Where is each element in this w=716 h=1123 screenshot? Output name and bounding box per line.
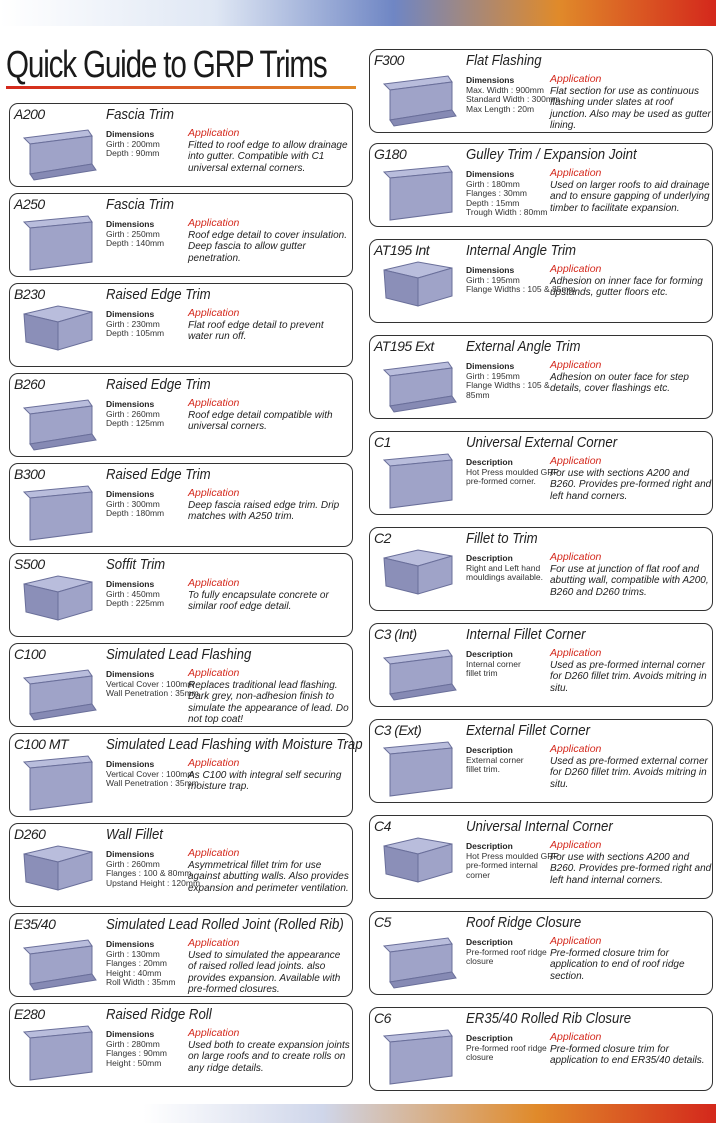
spec-line: Right and Left hand — [466, 562, 541, 573]
spec-block — [466, 842, 559, 880]
application-text: For use with sections A200 and B260. Provides pre-formed right and left hand corners. — [550, 467, 712, 502]
spec-label: Dimensions — [106, 129, 155, 139]
application-label: Application — [550, 455, 602, 467]
trim-name: Raised Edge Trim — [106, 466, 211, 483]
application-label: Application — [188, 757, 240, 769]
spec-line: Standard Width : 300mm — [466, 94, 561, 104]
spec-label: Dimensions — [106, 399, 155, 409]
spec-block — [106, 670, 199, 699]
spec-line: External corner — [466, 754, 524, 765]
trim-name: Simulated Lead Flashing with Moisture Trap — [106, 736, 363, 753]
spec-label: Dimensions — [106, 1029, 155, 1039]
spec-label: Dimensions — [466, 75, 515, 85]
application-label: Application — [188, 847, 240, 859]
application-text: Deep fascia raised edge trim. Drip matches with A250 trim. — [188, 499, 340, 522]
trim-code: E35/40 — [14, 916, 56, 932]
top-gradient-bar — [0, 0, 716, 26]
application-block — [188, 1028, 350, 1074]
spec-block — [106, 940, 175, 988]
spec-block — [106, 490, 164, 519]
application-label: Application — [550, 647, 602, 659]
application-block — [188, 668, 350, 726]
spec-line: Hot Press moulded GRP — [466, 850, 560, 861]
spec-line: Depth : 180mm — [106, 508, 165, 518]
trim-name: Raised Edge Trim — [106, 376, 211, 393]
spec-line: Girth : 280mm — [106, 1038, 160, 1049]
trim-card-at195-int — [369, 239, 713, 323]
application-label: Application — [550, 263, 602, 275]
spec-line: closure — [466, 956, 494, 966]
trim-name: External Fillet Corner — [466, 722, 590, 739]
spec-line: Girth : 300mm — [106, 498, 160, 509]
trim-code: F300 — [374, 52, 404, 68]
spec-line: Flange Widths : 105 & — [466, 380, 550, 390]
spec-line: Girth : 195mm — [466, 274, 520, 285]
spec-line: Roll Width : 35mm — [106, 977, 176, 987]
application-text: Adhesion on outer face for step details, cover flashings etc. — [550, 371, 689, 394]
spec-line: Pre-formed roof ridge — [466, 946, 547, 957]
application-block — [550, 648, 712, 694]
spec-line: Hot Press moulded GRP — [466, 466, 560, 477]
application-label: Application — [550, 935, 602, 947]
spec-line: Girth : 260mm — [106, 408, 160, 419]
trim-name: Raised Edge Trim — [106, 286, 211, 303]
application-label: Application — [188, 127, 240, 139]
spec-line: Pre-formed roof ridge — [466, 1042, 547, 1053]
application-text: Flat roof edge detail to prevent water run off. — [188, 319, 324, 342]
application-text: Used both to create expansion joints on large roofs and to create rolls on any ridge details. — [188, 1039, 350, 1074]
trim-name: Internal Angle Trim — [466, 242, 577, 259]
application-label: Application — [188, 1027, 240, 1039]
trim-profile-image — [378, 740, 464, 798]
application-block — [188, 488, 350, 523]
application-block — [550, 936, 712, 982]
trim-name: Fascia Trim — [106, 196, 174, 213]
spec-line: Girth : 450mm — [106, 588, 160, 599]
application-block — [550, 74, 712, 132]
application-text: Used as pre-formed internal corner for D260 fillet trim. Avoids mitring in situ. — [550, 659, 707, 694]
spec-block — [466, 650, 521, 679]
application-text: Pre-formed closure trim for application to end of roof ridge section. — [550, 947, 685, 982]
page-title: Quick Guide to GRP Trims — [6, 44, 327, 86]
spec-line: Flanges : 100 & 80mm — [106, 868, 192, 878]
spec-label: Dimensions — [106, 219, 155, 229]
spec-line: fillet trim — [466, 668, 498, 678]
spec-label: Dimensions — [466, 265, 515, 275]
spec-label: Description — [466, 457, 513, 467]
trim-name: Flat Flashing — [466, 52, 542, 69]
trim-name: Soffit Trim — [106, 556, 166, 573]
trim-profile-image — [18, 844, 104, 902]
spec-block — [466, 554, 543, 583]
trim-code: G180 — [374, 146, 407, 162]
bottom-gradient-bar — [0, 1104, 716, 1123]
application-label: Application — [550, 743, 602, 755]
trim-card-s500 — [9, 553, 353, 637]
spec-line: Max. Width : 900mm — [466, 84, 544, 95]
application-block — [550, 552, 712, 598]
trim-card-c3-ext — [369, 719, 713, 803]
trim-card-c100 — [9, 643, 353, 727]
application-block — [550, 168, 712, 214]
application-text: To fully encapsulate concrete or similar roof edge detail. — [188, 589, 329, 612]
spec-line: Vertical Cover : 100mm — [106, 768, 195, 779]
application-block — [188, 218, 350, 264]
spec-line: Upstand Height : 120mm — [106, 877, 201, 888]
trim-name: Universal External Corner — [466, 434, 618, 451]
trim-code: A200 — [14, 106, 45, 122]
application-block — [550, 360, 712, 395]
trim-code: B230 — [14, 286, 45, 302]
trim-profile-image — [18, 304, 104, 362]
application-block — [550, 840, 712, 886]
trim-code: D260 — [14, 826, 46, 842]
application-text: As C100 with integral self securing moisture trap. — [188, 769, 342, 792]
spec-label: Dimensions — [106, 939, 155, 949]
application-block — [188, 938, 350, 996]
spec-line: closure — [466, 1052, 494, 1062]
spec-block — [466, 76, 560, 114]
application-label: Application — [550, 551, 602, 563]
trim-profile-image — [18, 1024, 104, 1082]
application-block — [188, 308, 350, 343]
spec-block — [466, 458, 559, 487]
trim-profile-image — [378, 260, 464, 318]
spec-block — [106, 400, 164, 429]
trim-card-f300 — [369, 49, 713, 133]
trim-name: Simulated Lead Flashing — [106, 646, 252, 663]
trim-profile-image — [18, 394, 104, 452]
application-label: Application — [188, 937, 240, 949]
application-text: Roof edge detail to cover insulation. Deep fascia to allow gutter penetration. — [188, 229, 347, 264]
trim-profile-image — [18, 754, 104, 812]
trim-code: B260 — [14, 376, 45, 392]
spec-block — [466, 938, 547, 967]
trim-name: Simulated Lead Rolled Joint (Rolled Rib) — [106, 916, 344, 933]
spec-line: Girth : 260mm — [106, 858, 160, 869]
trim-code: AT195 Int — [374, 242, 430, 258]
trim-name: Universal Internal Corner — [466, 818, 613, 835]
trim-card-a250 — [9, 193, 353, 277]
application-text: Fitted to roof edge to allow drainage into gutter. Compatible with C1 universal external corners. — [188, 139, 348, 174]
trim-profile-image — [378, 836, 464, 894]
application-text: Used to simulated the appearance of raised rolled lead joints. also provides expansion. Available with pre-formed closures. — [188, 949, 341, 995]
spec-line: mouldings available. — [466, 572, 544, 582]
trim-profile-image — [18, 214, 104, 272]
trim-profile-image — [378, 644, 464, 702]
trim-profile-image — [18, 124, 104, 182]
spec-line: Height : 50mm — [106, 1057, 162, 1068]
spec-line: Girth : 200mm — [106, 138, 160, 149]
spec-block — [466, 170, 547, 218]
spec-label: Description — [466, 745, 513, 755]
spec-line: Depth : 125mm — [106, 418, 165, 428]
spec-label: Dimensions — [106, 579, 155, 589]
spec-block — [466, 362, 550, 400]
spec-line: Depth : 105mm — [106, 328, 165, 338]
spec-block — [106, 850, 200, 888]
spec-label: Dimensions — [106, 309, 155, 319]
trim-code: C100 — [14, 646, 46, 662]
application-label: Application — [550, 359, 602, 371]
spec-line: Girth : 180mm — [466, 178, 520, 189]
spec-line: Max Length : 20m — [466, 103, 535, 114]
application-block — [550, 264, 712, 299]
trim-code: C4 — [374, 818, 391, 834]
spec-line: Flange Widths : 105 & 85mm — [466, 284, 576, 294]
application-label: Application — [188, 397, 240, 409]
spec-line: Depth : 15mm — [466, 197, 520, 208]
trim-code: C2 — [374, 530, 391, 546]
application-text: For use with sections A200 and B260. Provides pre-formed right and left hand internal corners. — [550, 851, 712, 886]
application-block — [550, 1032, 712, 1067]
application-text: For use at junction of flat roof and abutting wall, compatible with A200, B260 and D260 trims. — [550, 563, 709, 598]
trim-card-a200 — [9, 103, 353, 187]
spec-label: Dimensions — [106, 669, 155, 679]
trim-profile-image — [18, 574, 104, 632]
trim-card-d260 — [9, 823, 353, 907]
application-text: Flat section for use as continuous flashing under slates at roof junction. Also may be used as gutter lining. — [550, 85, 711, 131]
trim-name: Wall Fillet — [106, 826, 163, 843]
trim-card-b230 — [9, 283, 353, 367]
spec-line: 85mm — [466, 389, 490, 400]
spec-line: Internal corner — [466, 658, 521, 669]
spec-label: Description — [466, 1033, 513, 1043]
spec-line: fillet trim. — [466, 764, 500, 774]
trim-name: Fascia Trim — [106, 106, 174, 123]
application-label: Application — [188, 307, 240, 319]
trim-name: External Angle Trim — [466, 338, 581, 355]
spec-block — [106, 760, 199, 789]
spec-block — [106, 310, 164, 339]
trim-profile-image — [18, 934, 104, 992]
spec-block — [106, 1030, 167, 1068]
trim-card-e280 — [9, 1003, 353, 1087]
application-block — [188, 128, 350, 174]
trim-code: C3 (Ext) — [374, 722, 422, 738]
trim-card-e35-40 — [9, 913, 353, 997]
spec-line: Depth : 90mm — [106, 148, 160, 158]
spec-block — [106, 220, 164, 249]
application-block — [188, 848, 350, 894]
trim-card-c3-int — [369, 623, 713, 707]
application-label: Application — [550, 73, 602, 85]
trim-profile-image — [378, 164, 464, 222]
application-text: Asymmetrical fillet trim for use against abutting walls. Also provides expansion and perimeter ventilation. — [188, 859, 349, 894]
trim-card-c100-mt — [9, 733, 363, 817]
application-block — [188, 578, 350, 613]
spec-block — [466, 746, 524, 775]
trim-card-at195-ext — [369, 335, 713, 419]
spec-block — [106, 130, 160, 159]
trim-name: Internal Fillet Corner — [466, 626, 586, 643]
application-label: Application — [550, 1031, 602, 1043]
application-block — [188, 398, 350, 433]
spec-line: pre-formed corner. — [466, 476, 536, 486]
trim-name: Gulley Trim / Expansion Joint — [466, 146, 637, 163]
application-label: Application — [188, 667, 240, 679]
spec-line: Flanges : 30mm — [466, 188, 527, 198]
spec-line: Trough Width : 80mm — [466, 207, 548, 217]
trim-profile-image — [378, 452, 464, 510]
trim-card-g180 — [369, 143, 713, 227]
spec-block — [466, 1034, 547, 1063]
trim-code: C1 — [374, 434, 391, 450]
trim-card-c6 — [369, 1007, 713, 1091]
spec-line: Flanges : 20mm — [106, 958, 167, 968]
trim-code: B300 — [14, 466, 45, 482]
spec-line: Flanges : 90mm — [106, 1048, 167, 1058]
title-underline — [6, 86, 356, 89]
spec-line: Girth : 250mm — [106, 228, 160, 239]
application-text: Used on larger roofs to aid drainage and to ensure gapping of underlying timber to facilitate expansion. — [550, 179, 710, 214]
application-text: Adhesion on inner face for forming upstands, gutter floors etc. — [550, 275, 703, 298]
trim-card-c4 — [369, 815, 713, 899]
trim-profile-image — [378, 356, 464, 414]
trim-name: Roof Ridge Closure — [466, 914, 582, 931]
spec-label: Dimensions — [106, 849, 155, 859]
spec-line: corner — [466, 869, 491, 880]
spec-label: Dimensions — [106, 489, 155, 499]
application-label: Application — [188, 217, 240, 229]
application-text: Roof edge detail compatible with universal corners. — [188, 409, 333, 432]
trim-profile-image — [18, 484, 104, 542]
spec-label: Dimensions — [466, 169, 515, 179]
spec-line: Girth : 230mm — [106, 318, 160, 329]
application-label: Application — [550, 839, 602, 851]
application-label: Application — [188, 487, 240, 499]
trim-card-b260 — [9, 373, 353, 457]
spec-line: Depth : 140mm — [106, 238, 165, 248]
spec-line: Depth : 225mm — [106, 598, 165, 608]
trim-code: C3 (Int) — [374, 626, 417, 642]
application-label: Application — [188, 577, 240, 589]
trim-card-c1 — [369, 431, 713, 515]
trim-code: A250 — [14, 196, 45, 212]
trim-profile-image — [378, 548, 464, 606]
trim-code: S500 — [14, 556, 45, 572]
spec-line: Height : 40mm — [106, 967, 162, 978]
spec-line: Vertical Cover : 100mm — [106, 678, 195, 689]
trim-card-c2 — [369, 527, 713, 611]
spec-label: Description — [466, 553, 513, 563]
application-block — [188, 758, 350, 793]
spec-label: Dimensions — [466, 361, 515, 371]
trim-code: C5 — [374, 914, 391, 930]
spec-block — [106, 580, 164, 609]
trim-profile-image — [378, 1028, 464, 1086]
spec-line: Wall Penetration : 35mm — [106, 688, 199, 698]
trim-profile-image — [378, 932, 464, 990]
spec-line: Girth : 130mm — [106, 948, 160, 959]
spec-line: Girth : 195mm — [466, 370, 520, 381]
spec-label: Description — [466, 937, 513, 947]
trim-card-c5 — [369, 911, 713, 995]
trim-profile-image — [378, 70, 464, 128]
spec-label: Description — [466, 841, 513, 851]
application-block — [550, 456, 712, 502]
trim-profile-image — [18, 664, 104, 722]
trim-code: AT195 Ext — [374, 338, 434, 354]
spec-line: pre-formed internal — [466, 860, 538, 870]
trim-name: ER35/40 Rolled Rib Closure — [466, 1010, 632, 1027]
application-text: Used as pre-formed external corner for D260 fillet trim. Avoids mitring in situ. — [550, 755, 708, 790]
spec-label: Description — [466, 649, 513, 659]
trim-code: C100 MT — [14, 736, 69, 752]
application-text: Pre-formed closure trim for application to end ER35/40 details. — [550, 1043, 705, 1066]
spec-line: Wall Penetration : 35mm — [106, 778, 199, 788]
trim-code: E280 — [14, 1006, 45, 1022]
application-text: Replaces traditional lead flashing. Dark grey, non-adhesion finish to simulate the appearance of lead. Do not top coat! — [188, 679, 349, 725]
trim-code: C6 — [374, 1010, 391, 1026]
trim-card-b300 — [9, 463, 353, 547]
trim-name: Raised Ridge Roll — [106, 1006, 212, 1023]
application-block — [550, 744, 712, 790]
application-label: Application — [550, 167, 602, 179]
trim-name: Fillet to Trim — [466, 530, 538, 547]
spec-label: Dimensions — [106, 759, 155, 769]
